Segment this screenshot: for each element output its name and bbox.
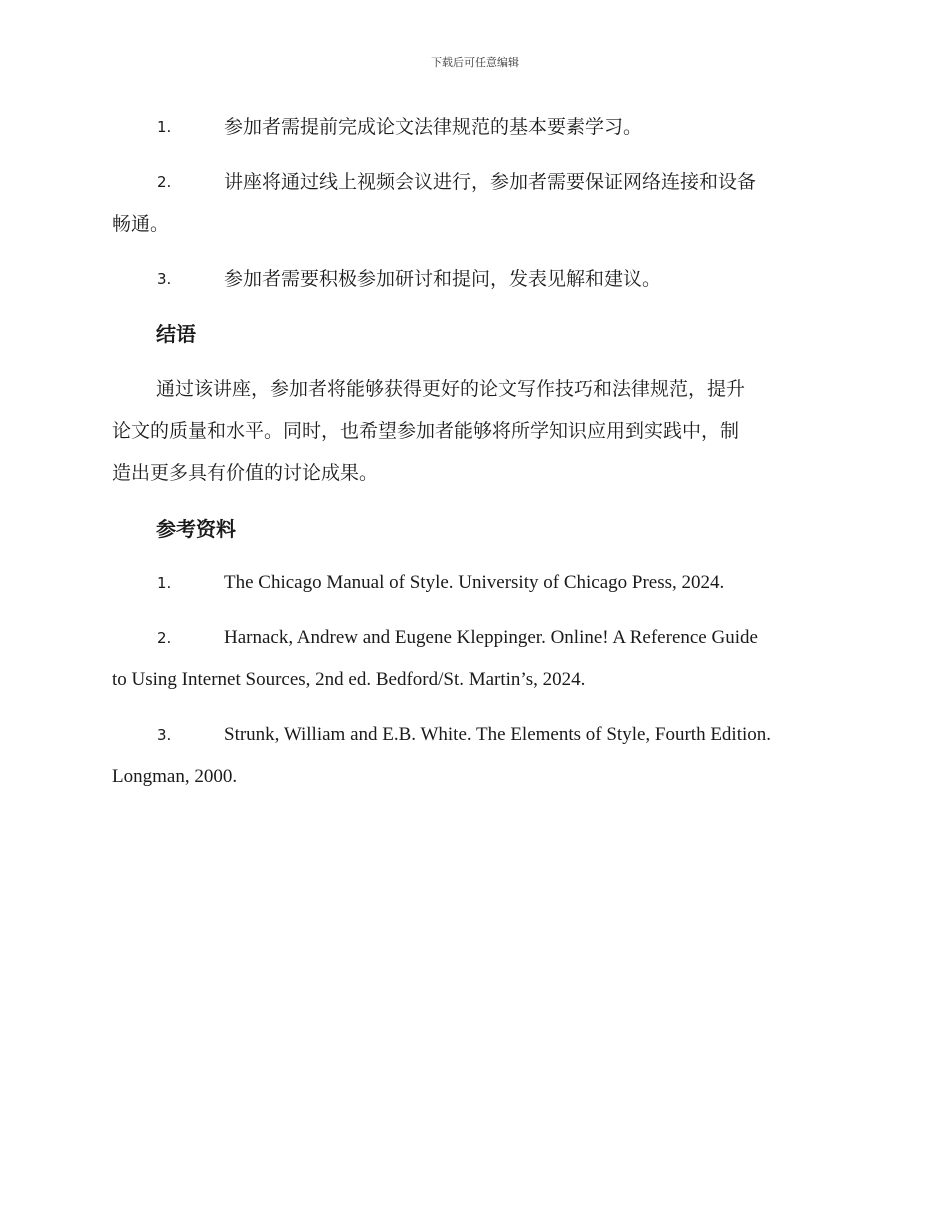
page-header: 下载后可任意编辑 bbox=[431, 56, 519, 69]
reference-item bbox=[112, 714, 834, 798]
reference-number: 1. bbox=[157, 574, 172, 592]
reference-item bbox=[112, 562, 834, 604]
list-text-continued: 畅通。 bbox=[112, 213, 170, 235]
conclusion-paragraph bbox=[112, 368, 834, 494]
reference-item bbox=[112, 617, 834, 701]
reference-number: 2. bbox=[157, 629, 172, 647]
paragraph-line: 通过该讲座，参加者将能够获得更好的论文写作技巧和法律规范，提升 bbox=[156, 378, 746, 400]
paragraph-line: 造出更多具有价值的讨论成果。 bbox=[112, 462, 379, 484]
reference-text: The Chicago Manual of Style. University of Chicago Press, 2024. bbox=[224, 572, 725, 593]
list-item bbox=[112, 258, 834, 300]
reference-number: 3. bbox=[157, 726, 172, 744]
list-text: 参加者需提前完成论文法律规范的基本要素学习。 bbox=[224, 116, 643, 138]
reference-text-continued: Longman, 2000. bbox=[112, 766, 238, 787]
list-item bbox=[112, 106, 834, 148]
reference-text-continued: to Using Internet Sources, 2nd ed. Bedford/St. Martin’s, 2024. bbox=[112, 669, 586, 690]
section-heading-conclusion: 结语 bbox=[156, 322, 196, 346]
list-text: 参加者需要积极参加研讨和提问，发表见解和建议。 bbox=[224, 268, 662, 290]
list-number: 3. bbox=[157, 270, 172, 288]
list-item bbox=[112, 161, 834, 245]
section-heading-references: 参考资料 bbox=[156, 517, 236, 541]
list-number: 1. bbox=[157, 118, 172, 136]
list-number: 2. bbox=[157, 173, 172, 191]
reference-text: Strunk, William and E.B. White. The Elements of Style, Fourth Edition. bbox=[224, 724, 772, 745]
reference-text: Harnack, Andrew and Eugene Kleppinger. Online! A Reference Guide bbox=[224, 627, 758, 648]
list-text: 讲座将通过线上视频会议进行，参加者需要保证网络连接和设备 bbox=[224, 171, 757, 193]
paragraph-line: 论文的质量和水平。同时，也希望参加者能够将所学知识应用到实践中，制 bbox=[112, 420, 740, 442]
